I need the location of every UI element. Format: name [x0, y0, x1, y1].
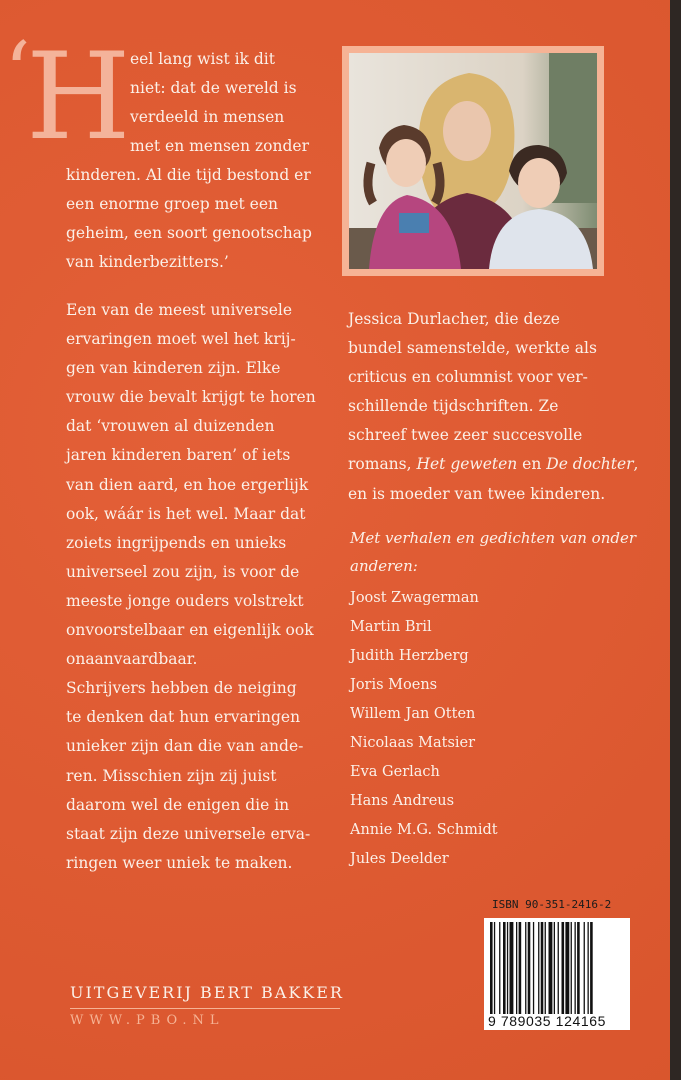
barcode-bars — [484, 922, 630, 1014]
contributor-name: Joost Zwagerman — [350, 590, 479, 606]
bio-text: en — [517, 455, 547, 474]
bio-line-books — [348, 450, 648, 479]
body-line: onaanvaardbaar. — [66, 650, 198, 669]
drop-cap-letter: H — [26, 28, 131, 167]
quote-line: verdeeld in mensen — [130, 108, 285, 126]
body-line: jaren kinderen baren’ of iets — [66, 446, 291, 465]
contributor-name: Joris Moens — [350, 677, 438, 693]
drop-cap-quote-mark: ‘ — [4, 24, 31, 122]
body-line: meeste jonge ouders volstrekt — [66, 591, 304, 610]
page-edge — [670, 0, 681, 1080]
contributor-name: Judith Herzberg — [350, 648, 469, 664]
contributors-intro — [350, 524, 636, 580]
isbn-label: ISBN 90-351-2416-2 — [492, 898, 612, 911]
quote-line: eel lang wist ik dit — [130, 50, 275, 68]
barcode-bar — [565, 922, 569, 1014]
body-line: gen van kinderen zijn. Elke — [66, 359, 281, 378]
contributor-name: Willem Jan Otten — [350, 706, 476, 722]
barcode-bar — [490, 922, 493, 1014]
quote-line: met en mensen zonder — [130, 137, 309, 155]
barcode-bar — [503, 922, 506, 1014]
barcode-bar — [549, 922, 553, 1014]
barcode-bar — [533, 922, 534, 1014]
body-line: Schrijvers hebben de neiging — [66, 679, 297, 698]
barcode-bar — [528, 922, 531, 1014]
bio-line: schillende tijdschriften. Ze — [348, 397, 559, 416]
publisher-website: WWW.PBO.NL — [70, 1013, 225, 1028]
contributor-name: Martin Bril — [350, 619, 432, 635]
publisher-name: UITGEVERIJ BERT BAKKER — [70, 983, 344, 1002]
barcode-bar — [584, 922, 585, 1014]
contributor-name: Eva Gerlach — [350, 764, 440, 780]
bio-text: , — [633, 455, 639, 474]
barcode-bar — [562, 922, 565, 1014]
barcode-bar — [541, 922, 544, 1014]
bio-line: en is moeder van twee kinderen. — [348, 484, 606, 503]
barcode-bar — [590, 922, 593, 1014]
contributor-name: Jules Deelder — [350, 851, 449, 867]
author-bio — [348, 305, 648, 509]
author-photo — [349, 53, 597, 269]
contributor-name: Hans Andreus — [350, 793, 455, 809]
body-line: te denken dat hun ervaringen — [66, 708, 301, 727]
bio-line: bundel samenstelde, werkte als — [348, 339, 597, 358]
barcode-bar — [519, 922, 522, 1014]
book-title: De dochter — [546, 455, 634, 474]
publisher-divider — [70, 1008, 340, 1009]
barcode-bar — [554, 922, 555, 1014]
family-portrait-image — [349, 53, 597, 269]
contributor-name: Annie M.G. Schmidt — [350, 822, 498, 838]
body-line: Een van de meest universele — [66, 301, 292, 319]
quote-line: van kinderbezitters.’ — [66, 253, 229, 271]
quote-line: niet: dat de wereld is — [130, 79, 297, 97]
barcode-bar — [577, 922, 580, 1014]
body-line: ervaringen moet wel het krij- — [66, 330, 296, 349]
barcode-number: 9 789035 124165 — [488, 1013, 606, 1029]
body-line: vrouw die bevalt krijgt te horen — [66, 388, 316, 407]
book-title: Het geweten — [416, 455, 518, 474]
body-line: ook, wáár is het wel. Maar dat — [66, 504, 306, 523]
contributor-name: Nicolaas Matsier — [350, 735, 476, 751]
body-line: daarom wel de enigen die in — [66, 795, 290, 814]
barcode-bar — [588, 922, 589, 1014]
barcode-bar — [494, 922, 495, 1014]
body-line: unieker zijn dan die van ande- — [66, 737, 304, 756]
quote-line: kinderen. Al die tijd bestond er — [66, 166, 311, 184]
barcode-bar — [545, 922, 546, 1014]
barcode-bar — [510, 922, 514, 1014]
body-line: ringen weer uniek te maken. — [66, 853, 293, 872]
body-line: ren. Misschien zijn zij juist — [66, 766, 277, 785]
intro-line: Met verhalen en gedichten van onder — [350, 529, 637, 547]
body-line: universeel zou zijn, is voor de — [66, 562, 300, 581]
barcode-bar — [571, 922, 572, 1014]
bio-line: Jessica Durlacher, die deze — [348, 310, 560, 328]
body-line: onvoorstelbaar en eigenlijk ook — [66, 621, 314, 640]
barcode-bar — [575, 922, 576, 1014]
bio-line: criticus en columnist voor ver- — [348, 368, 588, 387]
bio-line: schreef twee zeer succesvolle — [348, 426, 583, 445]
drop-cap — [4, 24, 131, 168]
barcode-bar — [507, 922, 508, 1014]
description-text — [66, 296, 328, 878]
body-line: dat ‘vrouwen al duizenden — [66, 417, 275, 436]
barcode-bar — [525, 922, 526, 1014]
barcode-bar — [558, 922, 559, 1014]
body-line: zoiets ingrijpends en unieks — [66, 533, 287, 552]
body-line: staat zijn deze universele erva- — [66, 824, 311, 843]
quote-line: een enorme groep met een — [66, 195, 278, 213]
barcode-bar — [499, 922, 500, 1014]
barcode-bar — [538, 922, 539, 1014]
body-line: van dien aard, en hoe ergerlijk — [66, 475, 309, 494]
barcode — [484, 918, 630, 1030]
quote-line: geheim, een soort genootschap — [66, 224, 312, 242]
author-photo-frame — [342, 46, 604, 276]
intro-line: anderen: — [350, 557, 418, 575]
barcode-bar — [516, 922, 517, 1014]
bio-text: romans, — [348, 455, 417, 474]
